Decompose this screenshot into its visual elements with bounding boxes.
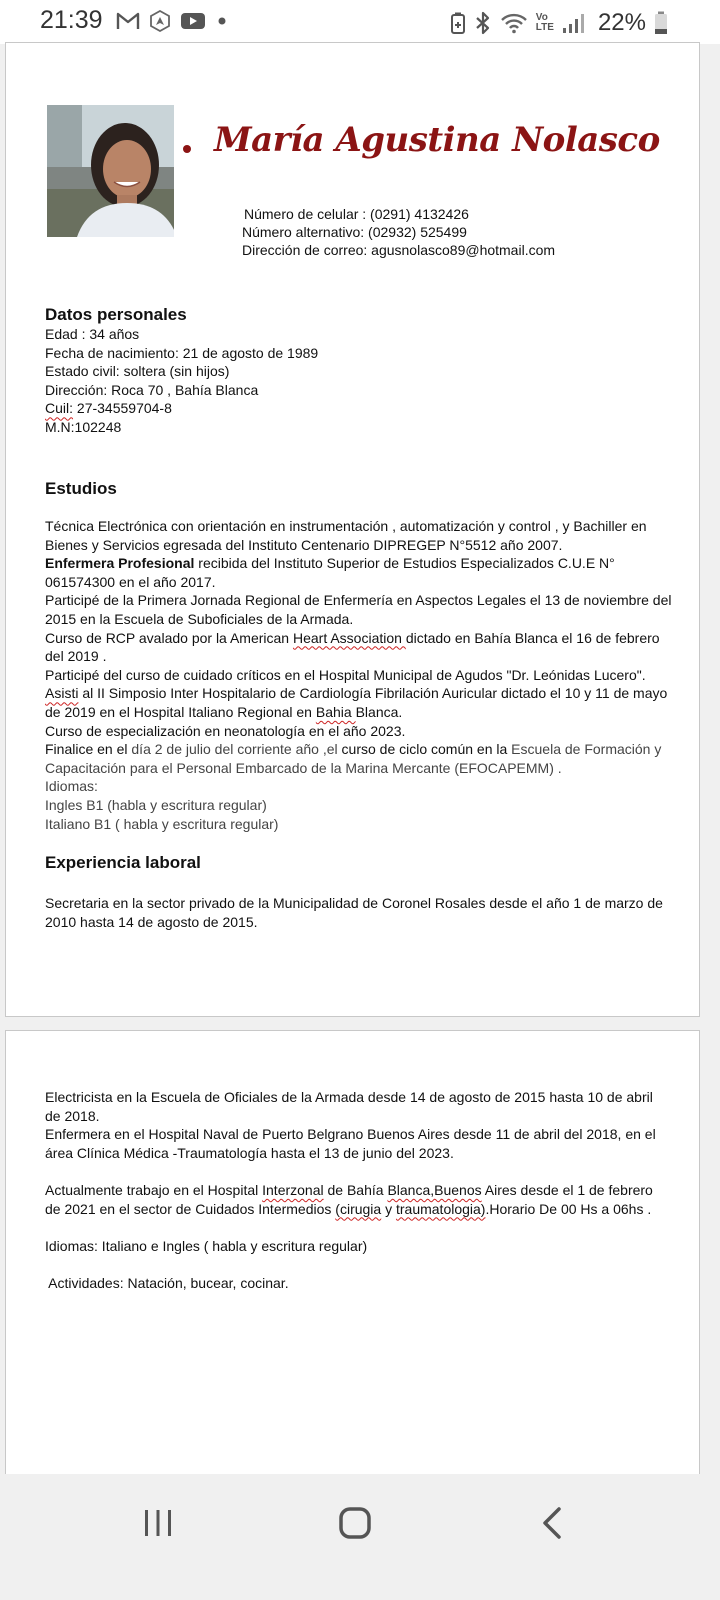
study-line bbox=[45, 740, 685, 759]
study-text: Curso de RCP avalado por la American bbox=[45, 629, 293, 646]
name-bullet bbox=[183, 145, 191, 153]
personal-birth: Fecha de nacimiento: 21 de agosto de 1989 bbox=[45, 344, 319, 361]
study-line: Capacitación para el Personal Embarcado de la Marina Mercante (EFOCAPEMM) . bbox=[45, 759, 562, 776]
experience-activities: Actividades: Natación, bucear, cocinar. bbox=[45, 1274, 289, 1291]
study-flagged: Bahia bbox=[315, 703, 356, 720]
experience-line bbox=[45, 1200, 685, 1219]
personal-section bbox=[45, 325, 685, 437]
study-text: Finalice en el bbox=[45, 741, 132, 758]
study-flagged: Asisti bbox=[45, 685, 79, 702]
study-line: 061574300 en el año 2017. bbox=[45, 573, 216, 590]
volte-icon bbox=[536, 13, 554, 33]
bluetooth-icon bbox=[474, 11, 492, 35]
exp-text: Actualmente trabajo en el Hospital bbox=[45, 1181, 263, 1198]
personal-mn: M.N:102248 bbox=[45, 418, 122, 435]
study-bold: Enfermera Profesional bbox=[45, 555, 195, 572]
study-line bbox=[45, 629, 685, 648]
personal-civil: Estado civil: soltera (sin hijos) bbox=[45, 363, 230, 380]
study-text: al II Simposio Inter Hospitalario de Cardiología Fibrilación Auricular dictado el 10 y 11 de mayo bbox=[78, 685, 668, 702]
experience-languages: Idiomas: Italiano e Ingles ( habla y escritura regular) bbox=[45, 1237, 368, 1254]
study-line: Curso de especialización en neonatología en el año 2023. bbox=[45, 722, 406, 739]
experience-line: Secretaria en la sector privado de la Municipalidad de Coronel Rosales desde el año 1 de marzo de bbox=[45, 895, 663, 911]
spacer bbox=[45, 1218, 685, 1237]
recent-apps-icon[interactable] bbox=[143, 1508, 173, 1538]
study-line: Participé de la Primera Jornada Regional de Enfermería en Aspectos Legales el 13 de noviembre del bbox=[45, 592, 672, 609]
experience-part-2 bbox=[45, 1088, 685, 1293]
study-text: recibida del Instituto Superior de Estudios Especializados C.U.E N° bbox=[194, 555, 615, 572]
study-text: Blanca. bbox=[355, 703, 403, 720]
volte-bottom-label: LTE bbox=[535, 22, 554, 33]
personal-address: Dirección: Roca 70 , Bahía Blanca bbox=[45, 381, 259, 398]
exp-flagged: (cirugia bbox=[335, 1200, 382, 1217]
navigation-bar bbox=[0, 1474, 720, 1600]
exp-text: y bbox=[381, 1200, 396, 1217]
experience-line bbox=[45, 1181, 685, 1200]
study-line: 2015 en la Escuela de Suboficiales de la Armada. bbox=[45, 610, 354, 627]
study-line: Técnica Electrónica con orientación en instrumentación , automatización y control , y Bachiller en bbox=[45, 518, 647, 534]
experience-line: Electricista en la Escuela de Oficiales de la Armada desde 14 de agosto de 2015 hasta 10 de abril bbox=[45, 1089, 653, 1105]
candidate-name: María Agustina Nolasco bbox=[214, 120, 660, 160]
experience-line: área Clínica Médica -Traumatología hasta el 13 de junio del 2023. bbox=[45, 1144, 454, 1161]
exp-text: Aires desde el 1 de febrero bbox=[481, 1181, 653, 1198]
study-line bbox=[45, 703, 685, 722]
study-text: Escuela de Formación y bbox=[511, 741, 662, 758]
maps-icon bbox=[149, 10, 171, 32]
study-text: curso de ciclo común en la bbox=[341, 741, 512, 758]
spacer bbox=[45, 1255, 685, 1274]
battery-icon bbox=[654, 11, 668, 35]
gmail-icon bbox=[116, 11, 140, 31]
study-line: Bienes y Servicios egresada del Instituto Centenario DIPREGEP N°5512 año 2007. bbox=[45, 536, 563, 553]
contact-phone: Número de celular : (0291) 4132426 bbox=[244, 206, 469, 222]
exp-flagged: Interzonal bbox=[262, 1181, 324, 1198]
study-text: de 2019 en el Hospital Italiano Regional en bbox=[45, 703, 316, 720]
signal-icon bbox=[562, 12, 586, 34]
back-icon[interactable] bbox=[540, 1506, 564, 1540]
contact-email: Dirección de correo: agusnolasco89@hotmail.com bbox=[242, 242, 556, 258]
personal-age: Edad : 34 años bbox=[45, 326, 140, 342]
studies-heading: Estudios bbox=[45, 479, 117, 498]
cuil-label: Cuil: bbox=[45, 400, 74, 417]
experience-line: 2010 hasta 14 de agosto de 2015. bbox=[45, 913, 258, 930]
status-time: 21:39 bbox=[40, 6, 103, 34]
studies-section bbox=[45, 517, 685, 833]
experience-part-1 bbox=[45, 894, 685, 931]
study-line bbox=[45, 684, 685, 703]
exp-flagged: Blanca,Buenos bbox=[387, 1181, 482, 1198]
volte-top-label: Vo bbox=[535, 12, 548, 23]
exp-text: de Bahía bbox=[323, 1181, 388, 1198]
study-line: del 2019 . bbox=[45, 648, 107, 665]
study-text: dictado en Bahía Blanca el 16 de febrero bbox=[405, 629, 660, 646]
youtube-icon bbox=[180, 11, 206, 31]
personal-heading: Datos personales bbox=[45, 305, 187, 324]
study-flagged: Heart Association bbox=[292, 629, 406, 646]
contact-alt-phone: Número alternativo: (02932) 525499 bbox=[242, 224, 467, 240]
exp-text: de 2021 en el sector de Cuidados Intermedios bbox=[45, 1200, 336, 1217]
wifi-icon bbox=[500, 12, 528, 34]
home-icon[interactable] bbox=[338, 1506, 372, 1540]
experience-line: Enfermera en el Hospital Naval de Puerto Belgrano Buenos Aires desde 11 de abril del 2018, en el bbox=[45, 1126, 656, 1143]
exp-flagged: traumatologia) bbox=[395, 1200, 486, 1217]
personal-cuil bbox=[45, 399, 685, 418]
cuil-value: 27-34559704-8 bbox=[73, 400, 172, 417]
dot-icon bbox=[215, 11, 229, 31]
experience-heading: Experiencia laboral bbox=[45, 853, 201, 872]
spacer bbox=[45, 1162, 685, 1181]
experience-line: de 2018. bbox=[45, 1107, 100, 1124]
languages-label: Idiomas: bbox=[45, 778, 98, 795]
language-item: Ingles B1 (habla y escritura regular) bbox=[45, 796, 267, 813]
battery-percent: 22% bbox=[597, 9, 646, 36]
language-item: Italiano B1 ( habla y escritura regular) bbox=[45, 815, 279, 832]
study-line bbox=[45, 554, 685, 573]
study-line: Participé del curso de cuidado críticos en el Hospital Municipal de Agudos "Dr. Leónidas Lucero". bbox=[45, 666, 646, 683]
profile-photo bbox=[47, 105, 174, 237]
status-bar bbox=[0, 0, 720, 44]
exp-text: .Horario De 00 Hs a 06hs . bbox=[485, 1200, 652, 1217]
battery-saver-icon bbox=[450, 12, 466, 34]
study-text: día 2 de julio del corriente año ,el bbox=[131, 741, 342, 758]
